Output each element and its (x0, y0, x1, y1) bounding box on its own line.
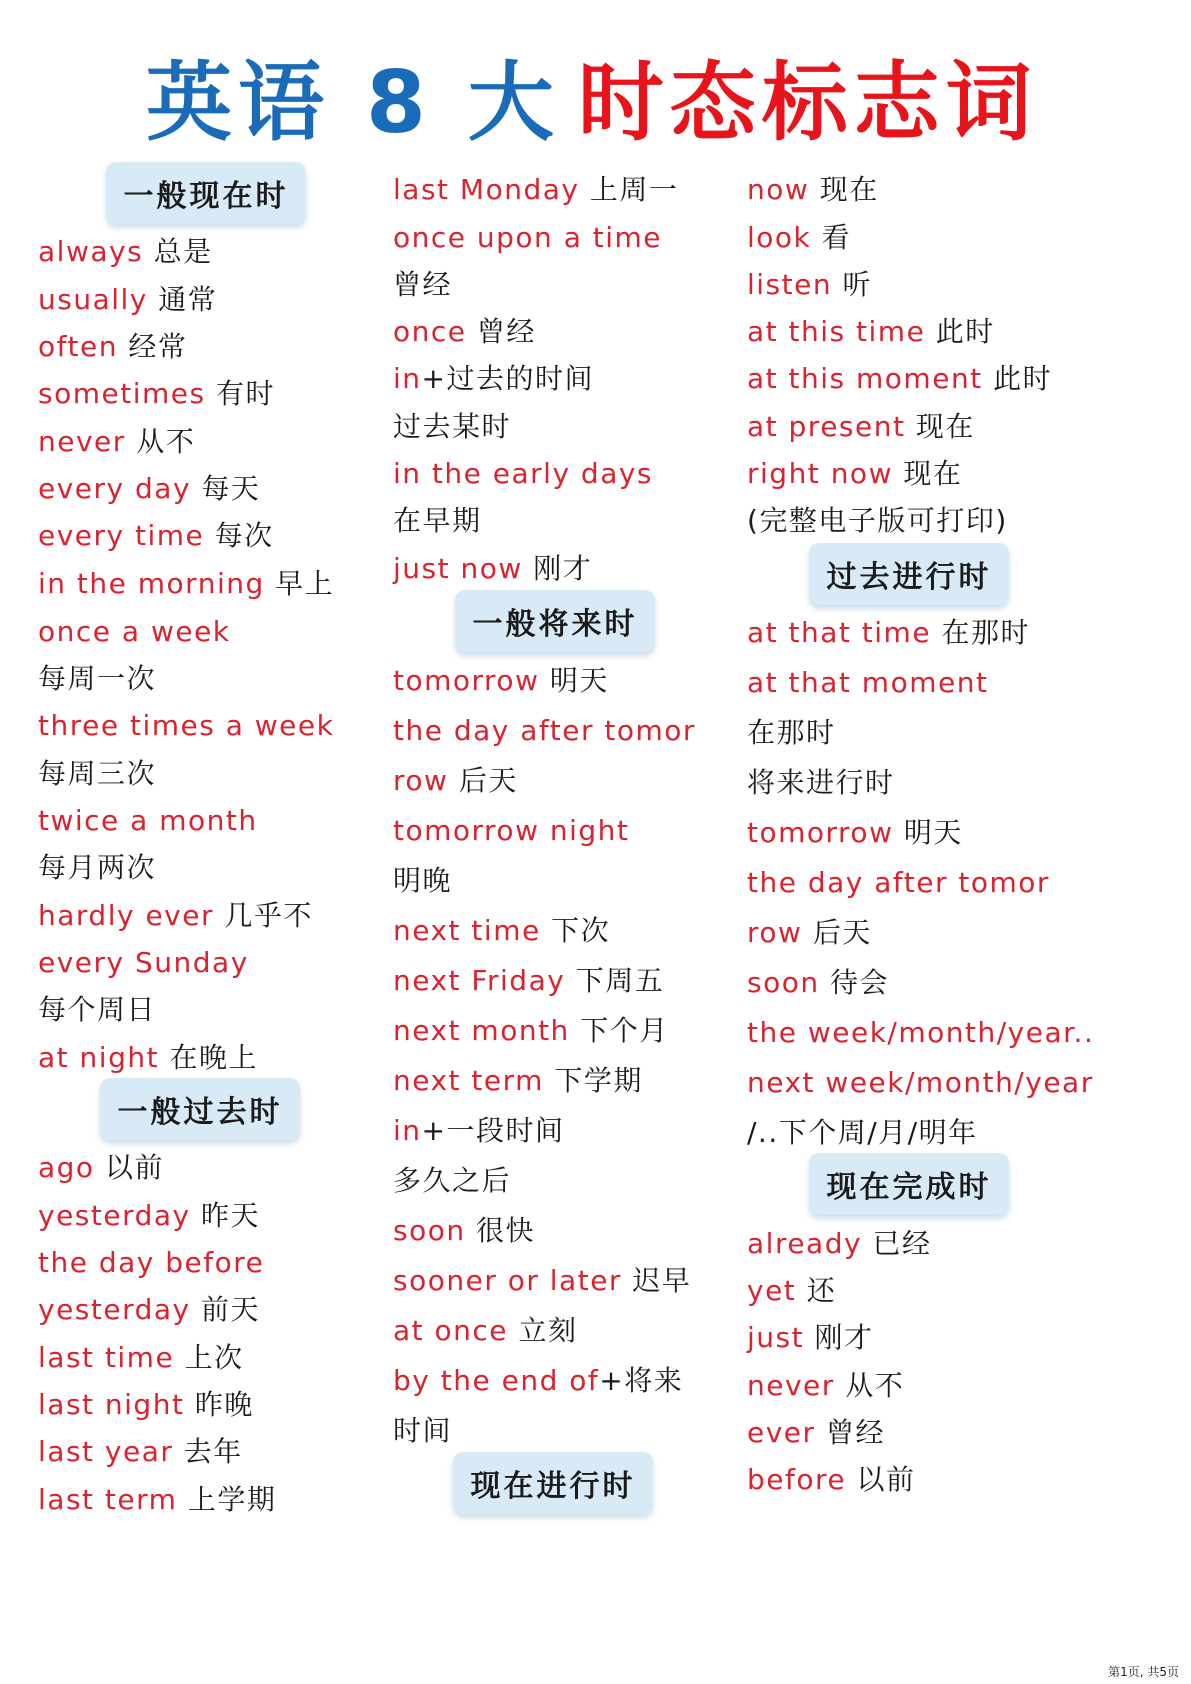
list-item: 每周三次 (38, 757, 157, 790)
list-item: every time 每次 (38, 519, 274, 552)
list-item: 曾经 (393, 268, 453, 301)
section-heading-simple-present: 一般现在时 (106, 162, 306, 224)
list-item: every day 每天 (38, 472, 261, 505)
list-item: the day after tomor (393, 714, 696, 747)
list-item: soon 待会 (747, 966, 890, 999)
list-item: next Friday 下周五 (393, 964, 665, 997)
list-item: in the early days (393, 457, 654, 490)
list-item: row 后天 (747, 916, 872, 949)
list-item: yet 还 (747, 1274, 837, 1307)
list-item: the day after tomor (747, 866, 1050, 899)
list-item: at night 在晚上 (38, 1041, 258, 1074)
list-item: in+过去的时间 (393, 362, 594, 395)
list-item: tomorrow 明天 (747, 816, 963, 849)
list-item: listen 听 (747, 268, 873, 301)
list-item: twice a month (38, 804, 258, 837)
list-item: soon 很快 (393, 1214, 536, 1247)
list-item: 每周一次 (38, 662, 157, 695)
list-item: hardly ever 几乎不 (38, 899, 313, 932)
list-item: tomorrow 明天 (393, 664, 609, 697)
list-item: never 从不 (38, 425, 196, 458)
list-item: last term 上学期 (38, 1483, 277, 1516)
list-item: last Monday 上周一 (393, 173, 679, 206)
list-item: yesterday 昨天 (38, 1199, 261, 1232)
list-item: yesterday 前天 (38, 1293, 261, 1326)
section-heading-past-continuous: 过去进行时 (809, 543, 1009, 605)
list-item: 时间 (393, 1414, 453, 1447)
list-item: once a week (38, 615, 231, 648)
list-item: already 已经 (747, 1227, 932, 1260)
list-item: at this moment 此时 (747, 362, 1053, 395)
printable-note: (完整电子版可打印) (747, 504, 1008, 537)
list-item: ever 曾经 (747, 1416, 885, 1449)
list-item: in+一段时间 (393, 1114, 565, 1147)
section-subheading-future-continuous: 将来进行时 (747, 766, 895, 799)
list-item: 明晚 (393, 864, 453, 897)
list-item: at this time 此时 (747, 315, 995, 348)
title-red-part: 时态标志词 (570, 33, 1046, 157)
list-item: often 经常 (38, 330, 188, 363)
list-item: look 看 (747, 221, 852, 254)
page-indicator: 第1页, 共5页 (1108, 1665, 1179, 1679)
list-item: 过去某时 (393, 410, 512, 443)
list-item: the day before (38, 1246, 265, 1279)
list-item: in the morning 早上 (38, 567, 335, 600)
list-item: before 以前 (747, 1463, 916, 1496)
list-item: every Sunday (38, 946, 249, 979)
list-item: 多久之后 (393, 1164, 512, 1197)
list-item: sooner or later 迟早 (393, 1264, 692, 1297)
section-heading-present-perfect: 现在完成时 (809, 1153, 1009, 1215)
list-item: usually 通常 (38, 283, 218, 316)
list-item: always 总是 (38, 235, 213, 268)
list-item: once 曾经 (393, 315, 536, 348)
list-item: by the end of+将来 (393, 1364, 684, 1397)
list-item: next time 下次 (393, 914, 611, 947)
list-item: at that time 在那时 (747, 616, 1030, 649)
list-item: just now 刚才 (393, 552, 593, 585)
list-item: last night 昨晚 (38, 1388, 254, 1421)
list-item: at once 立刻 (393, 1314, 578, 1347)
list-item: 每月两次 (38, 851, 157, 884)
section-heading-present-continuous: 现在进行时 (453, 1452, 653, 1514)
list-item: now 现在 (747, 173, 879, 206)
section-heading-simple-future: 一般将来时 (455, 590, 655, 652)
list-item: row 后天 (393, 764, 518, 797)
list-item: ago 以前 (38, 1151, 164, 1184)
list-item: three times a week (38, 709, 335, 742)
list-item: next month 下个月 (393, 1014, 669, 1047)
list-item: never 从不 (747, 1369, 905, 1402)
list-item: right now 现在 (747, 457, 963, 490)
section-heading-simple-past: 一般过去时 (100, 1078, 300, 1140)
list-item: last time 上次 (38, 1341, 244, 1374)
list-item: last year 去年 (38, 1435, 243, 1468)
list-item: just 刚才 (747, 1321, 874, 1354)
list-item: once upon a time (393, 221, 663, 254)
list-item: at present 现在 (747, 410, 975, 443)
list-item: next term 下学期 (393, 1064, 643, 1097)
list-item: sometimes 有时 (38, 377, 275, 410)
list-item: /..下个周/月/明年 (747, 1116, 978, 1149)
list-item: 在早期 (393, 504, 482, 537)
list-item: tomorrow night (393, 814, 630, 847)
list-item: 在那时 (747, 716, 836, 749)
page-title (140, 40, 1046, 153)
list-item: the week/month/year.. (747, 1016, 1095, 1049)
list-item: at that moment (747, 666, 989, 699)
list-item: next week/month/year (747, 1066, 1094, 1099)
list-item: 每个周日 (38, 993, 157, 1026)
title-blue-part: 英语 8 大 (140, 33, 566, 157)
